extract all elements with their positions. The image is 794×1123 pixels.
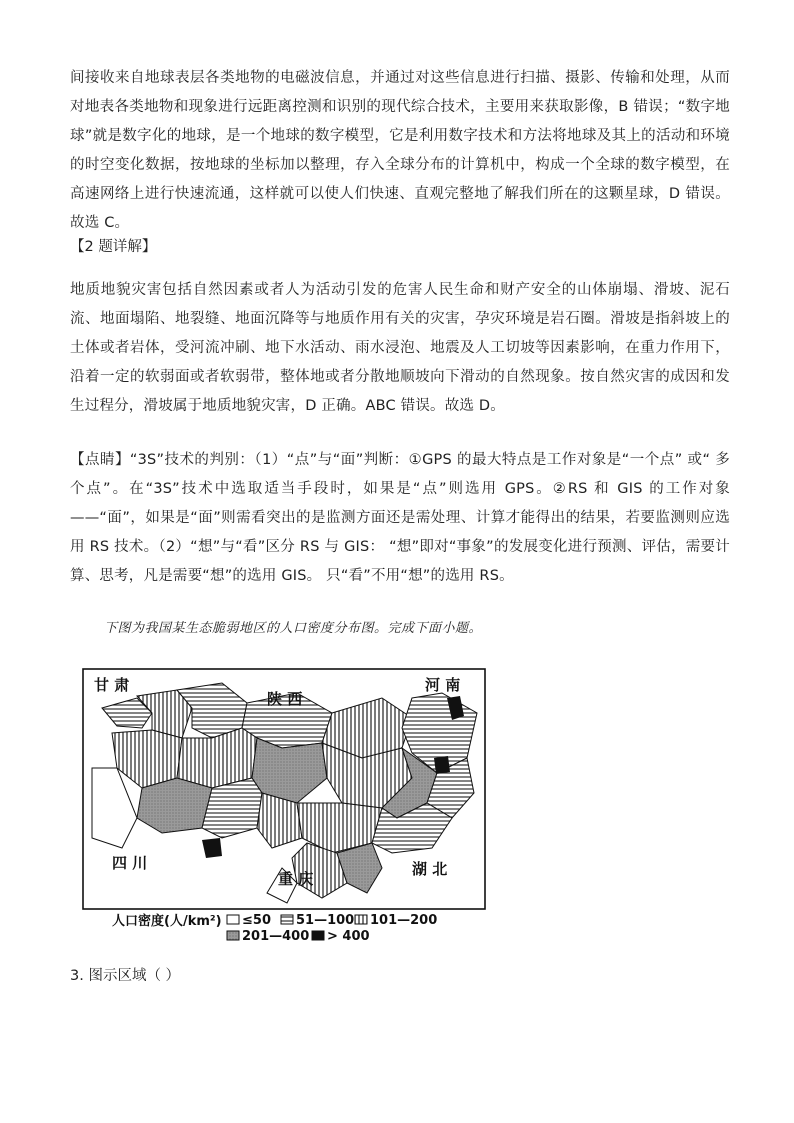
question-2-heading: 【2 题详解】 [70, 239, 157, 255]
legend-swatch-2 [281, 915, 293, 924]
region-label-sichuan: 四 川 [112, 854, 148, 872]
legend-title: 人口密度(人/km²) [112, 914, 222, 929]
region-label-gansu: 甘 肃 [94, 676, 130, 694]
region-label-hubei: 湖 北 [412, 860, 448, 878]
legend-swatch-1 [227, 915, 239, 924]
map-legend [112, 913, 437, 944]
figure-caption: 下图为我国某生态脆弱地区的人口密度分布图。完成下面小题。 [104, 621, 483, 636]
legend-item-2: 51—100 [296, 913, 355, 928]
region-label-shaanxi: 陕 西 [267, 690, 303, 708]
question-3: 3. 图示区域（ ） [70, 968, 181, 984]
legend-swatch-3 [355, 915, 367, 924]
legend-item-4: 201—400 [242, 929, 310, 944]
legend-item-1: ≤50 [242, 913, 271, 928]
region-label-chongqing: 重 庆 [278, 870, 314, 888]
legend-swatch-4 [227, 931, 239, 940]
answer-explanation-2: 地质地貌灾害包括自然因素或者人为活动引发的危害人民生命和财产安全的山体崩塌、滑坡、泥石流、地面塌陷、地裂缝、地面沉降等与地质作用有关的灾害，孕灾环境是岩石圈。滑坡是指斜坡上的土体或者岩体，受河流冲刷、地下水活动、雨水浸泡、地震及人工切坡等因素影响，在重力作用下，沿着一定的软弱面或者软弱带，整体地或者分散地顺坡向下滑动的自然现象。按自然灾害的成因和发生过程分，滑坡属于地质地貌灾害，D 正确。ABC 错误。故选 D。 [70, 282, 730, 414]
legend-swatch-5 [312, 931, 324, 940]
tips-paragraph: 【点睛】“3S”技术的判别：（1）“点”与“面”判断：①GPS 的最大特点是工作对象是“一个点” 或“ 多个点”。在“3S”技术中选取适当手段时，如果是“点”则选用 GPS。②RS 和 GIS 的工作对象——“面”，如果是“面”则需看突出的是监测方面还是需处理、计算才能得出的结果，若要监测则应选用 RS 技术。（2）“想”与“看”区分 RS 与 GIS： “想”即对“事象”的发展变化进行预测、评估，需要计算、思考，凡是需要“想”的选用 GIS。 只“看”不用“想”的选用 RS。 [70, 452, 730, 584]
answer-explanation-1: 间接收来自地球表层各类地物的电磁波信息，并通过对这些信息进行扫描、摄影、传输和处理，从而对地表各类地物和现象进行远距离控测和识别的现代综合技术，主要用来获取影像，B 错误；“数字地球”就是数字化的地球，是一个地球的数字模型，它是利用数字技术和方法将地球及其上的活动和环境的时空变化数据，按地球的坐标加以整理，存入全球分布的计算机中，构成一个全球的数字模型，在高速网络上进行快速流通，这样就可以使人们快速、直观完整地了解我们所在的这颗星球，D 错误。故选 C。 [70, 70, 730, 231]
population-density-map [82, 668, 494, 946]
legend-item-3: 101—200 [370, 913, 438, 928]
legend-item-5: > 400 [327, 929, 370, 944]
region-label-henan: 河 南 [425, 676, 461, 694]
